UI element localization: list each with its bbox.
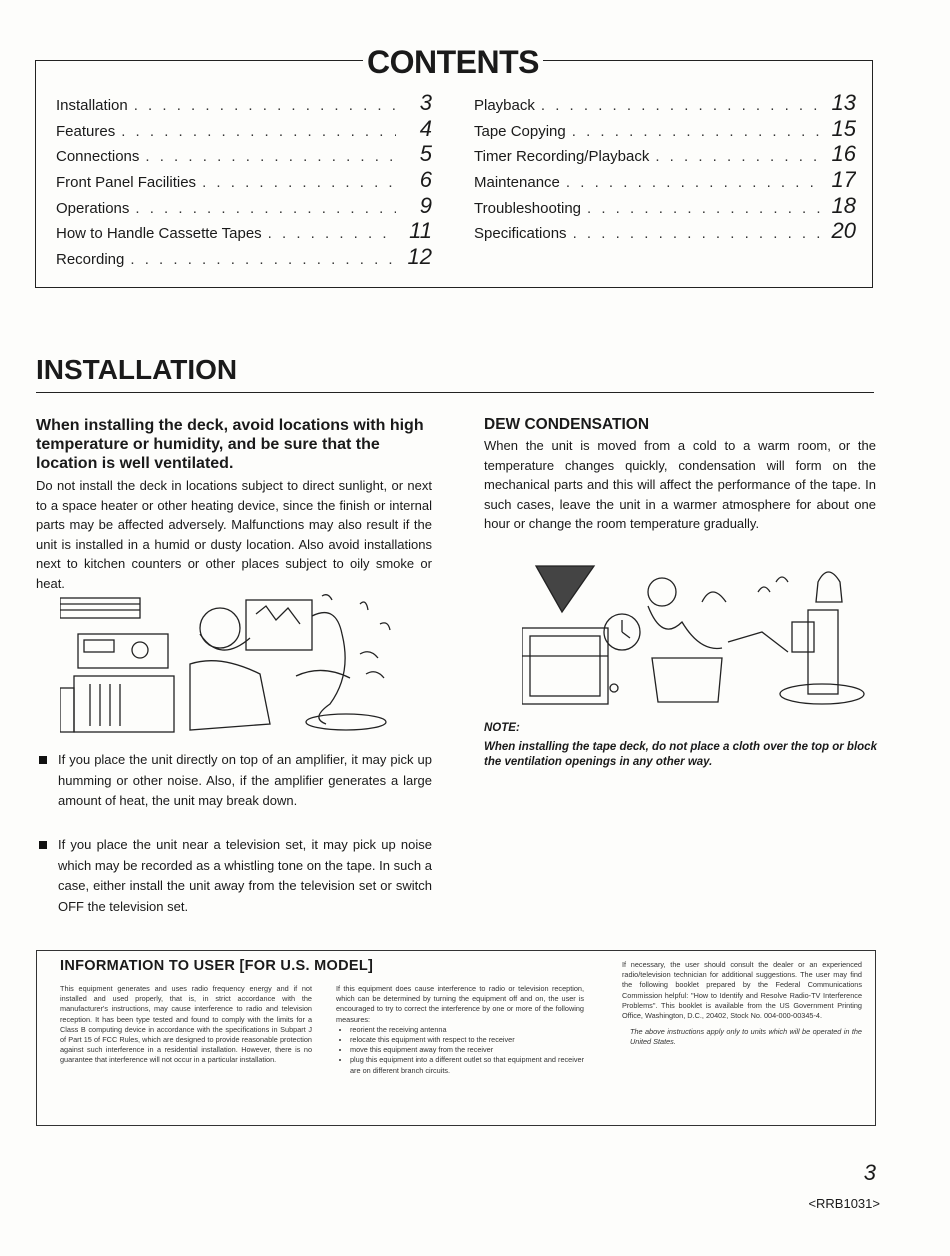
info-column-2: [336, 984, 584, 1076]
toc-leader-dots: [202, 174, 396, 191]
toc-entry: [56, 141, 432, 167]
toc-leader-dots: [130, 251, 396, 268]
toc-entry: [474, 141, 856, 167]
toc-leader-dots: [587, 200, 820, 217]
toc-entry-label: How to Handle Cassette Tapes: [56, 225, 262, 243]
toc-entry-label: Operations: [56, 199, 130, 217]
info-col2-intro: If this equipment does cause interference to radio or television reception, which can be determined by turning the equipment off and on, the user is encouraged to try to correct the interference by one or more of the following measures:: [336, 984, 584, 1024]
info-title: INFORMATION TO USER [FOR U.S. MODEL]: [60, 958, 374, 974]
install-heading: When installing the deck, avoid locations with high temperature or humidity, and be sure that the location is well ventilated.: [36, 417, 424, 472]
toc-leader-dots: [145, 148, 396, 165]
toc-right-column: [474, 90, 856, 244]
toc-leader-dots: [566, 174, 820, 191]
toc-entry-page: 4: [419, 115, 432, 141]
toc-entry-label: Timer Recording/Playback: [474, 148, 650, 166]
info-measure-item: • move this equipment away from the receiver: [350, 1045, 584, 1055]
contents-title: CONTENTS: [0, 44, 950, 81]
note-body: When installing the tape deck, do not place a cloth over the top or block the ventilation openings in any other way.: [484, 741, 877, 768]
toc-entry-page: 6: [419, 167, 432, 193]
toc-entry: [474, 167, 856, 193]
toc-entry-label: Troubleshooting: [474, 199, 582, 217]
toc-left-column: [56, 90, 432, 270]
dew-condensation-illustration: [522, 562, 872, 720]
toc-entry-label: Playback: [474, 97, 535, 114]
bullet-amplifier: If you place the unit directly on top of an amplifier, it may pick up humming or other noise. Also, if the amplifier generates a large amount of heat, the unit may break down.: [36, 750, 432, 812]
toc-entry: [56, 218, 432, 244]
toc-leader-dots: [135, 200, 396, 217]
info-measures-list: [336, 1025, 584, 1076]
dew-body: When the unit is moved from a cold to a warm room, or the temperature changes quickly, condensation will form on the mechanical parts and this will affect the performance of the tape. In such cases, leave the unit in a warmer atmosphere for about one hour or change the room temperature gradually.: [484, 438, 876, 531]
toc-entry: [474, 218, 856, 244]
info-column-3: [622, 960, 862, 1048]
toc-leader-dots: [134, 97, 396, 114]
toc-entry: [474, 193, 856, 219]
toc-entry-page: 11: [409, 218, 432, 244]
toc-entry-page: 9: [419, 192, 432, 218]
heater-deck-illustration: [60, 594, 412, 736]
toc-entry-page: 12: [407, 244, 432, 270]
info-measure-item: • plug this equipment into a different outlet so that equipment and receiver are on different branch circuits.: [350, 1055, 584, 1075]
toc-entry-page: 15: [831, 115, 856, 141]
toc-entry-label: Maintenance: [474, 174, 560, 192]
toc-entry-label: Installation: [56, 97, 128, 114]
dew-heading: DEW CONDENSATION: [484, 416, 650, 433]
toc-entry-label: Specifications: [474, 225, 567, 243]
toc-entry: [474, 90, 856, 116]
toc-leader-dots: [121, 123, 396, 140]
toc-entry-label: Recording: [56, 251, 125, 269]
toc-entry-label: Connections: [56, 148, 140, 166]
page-number: 3: [863, 1160, 876, 1185]
toc-leader-dots: [572, 123, 820, 140]
toc-entry: [56, 244, 432, 270]
toc-entry-page: 3: [419, 90, 432, 115]
toc-entry: [474, 116, 856, 142]
toc-entry-page: 13: [831, 90, 856, 115]
toc-entry-page: 16: [831, 141, 856, 167]
toc-entry-page: 17: [831, 167, 856, 193]
toc-entry: [56, 167, 432, 193]
info-measure-item: • relocate this equipment with respect to the receiver: [350, 1035, 584, 1045]
section-title: INSTALLATION: [36, 354, 238, 385]
toc-entry-page: 18: [831, 192, 856, 218]
toc-leader-dots: [541, 97, 820, 114]
toc-entry: [56, 193, 432, 219]
toc-entry-label: Tape Copying: [474, 122, 566, 140]
install-body: Do not install the deck in locations subject to direct sunlight, or next to a space heater or other heating device, since the finish or internal parts may be affected adversely. Malfunctions may also result if the unit is installed in a humid or dusty location. Also avoid installations next to kitchen counters or other places subject to oily smoke or heat.: [36, 478, 432, 591]
note-label: NOTE:: [484, 722, 520, 734]
toc-entry: [56, 116, 432, 142]
toc-entry: [56, 90, 432, 116]
info-col3-italic: The above instructions apply only to units which will be operated in the United States.: [630, 1027, 862, 1047]
toc-entry-page: 5: [419, 141, 432, 167]
toc-leader-dots: [655, 148, 820, 165]
toc-leader-dots: [268, 225, 396, 242]
document-code: <RRB1031>: [808, 1196, 880, 1211]
toc-leader-dots: [573, 225, 820, 242]
toc-entry-label: Features: [56, 122, 116, 140]
info-col3-text: If necessary, the user should consult the dealer or an experienced radio/television technician for additional suggestions. The user may find the following booklet prepared by the Federal Communications Commission helpful: "How to Identify and Resolve Radio-TV Interference Problems". This booklet is available from the US Government Printing Office, Washington, D.C., 20402, Stock No. 004-000-00345-4.: [622, 960, 862, 1021]
info-measure-item: • reorient the receiving antenna: [350, 1025, 584, 1035]
info-column-1: This equipment generates and uses radio frequency energy and if not installed and used properly, that is, in strict accordance with the manufacturer's instructions, may cause interference to radio and television reception. It has been type tested and found to comply with the limits for a Class B computing device in accordance with the specifications in Subpart J of Part 15 of FCC Rules, which are designed to provide reasonable protection against such interference in a residential installation. However, there is no guarantee that interference will not occur in a particular installation.: [60, 984, 312, 1065]
section-rule: [36, 392, 874, 393]
toc-entry-page: 20: [831, 218, 856, 244]
bullet-television: If you place the unit near a television set, it may pick up noise which may be recorded as a whistling tone on the tape. In such a case, either install the unit away from the television set or switch OFF the television set.: [36, 835, 432, 917]
toc-entry-label: Front Panel Facilities: [56, 174, 197, 192]
